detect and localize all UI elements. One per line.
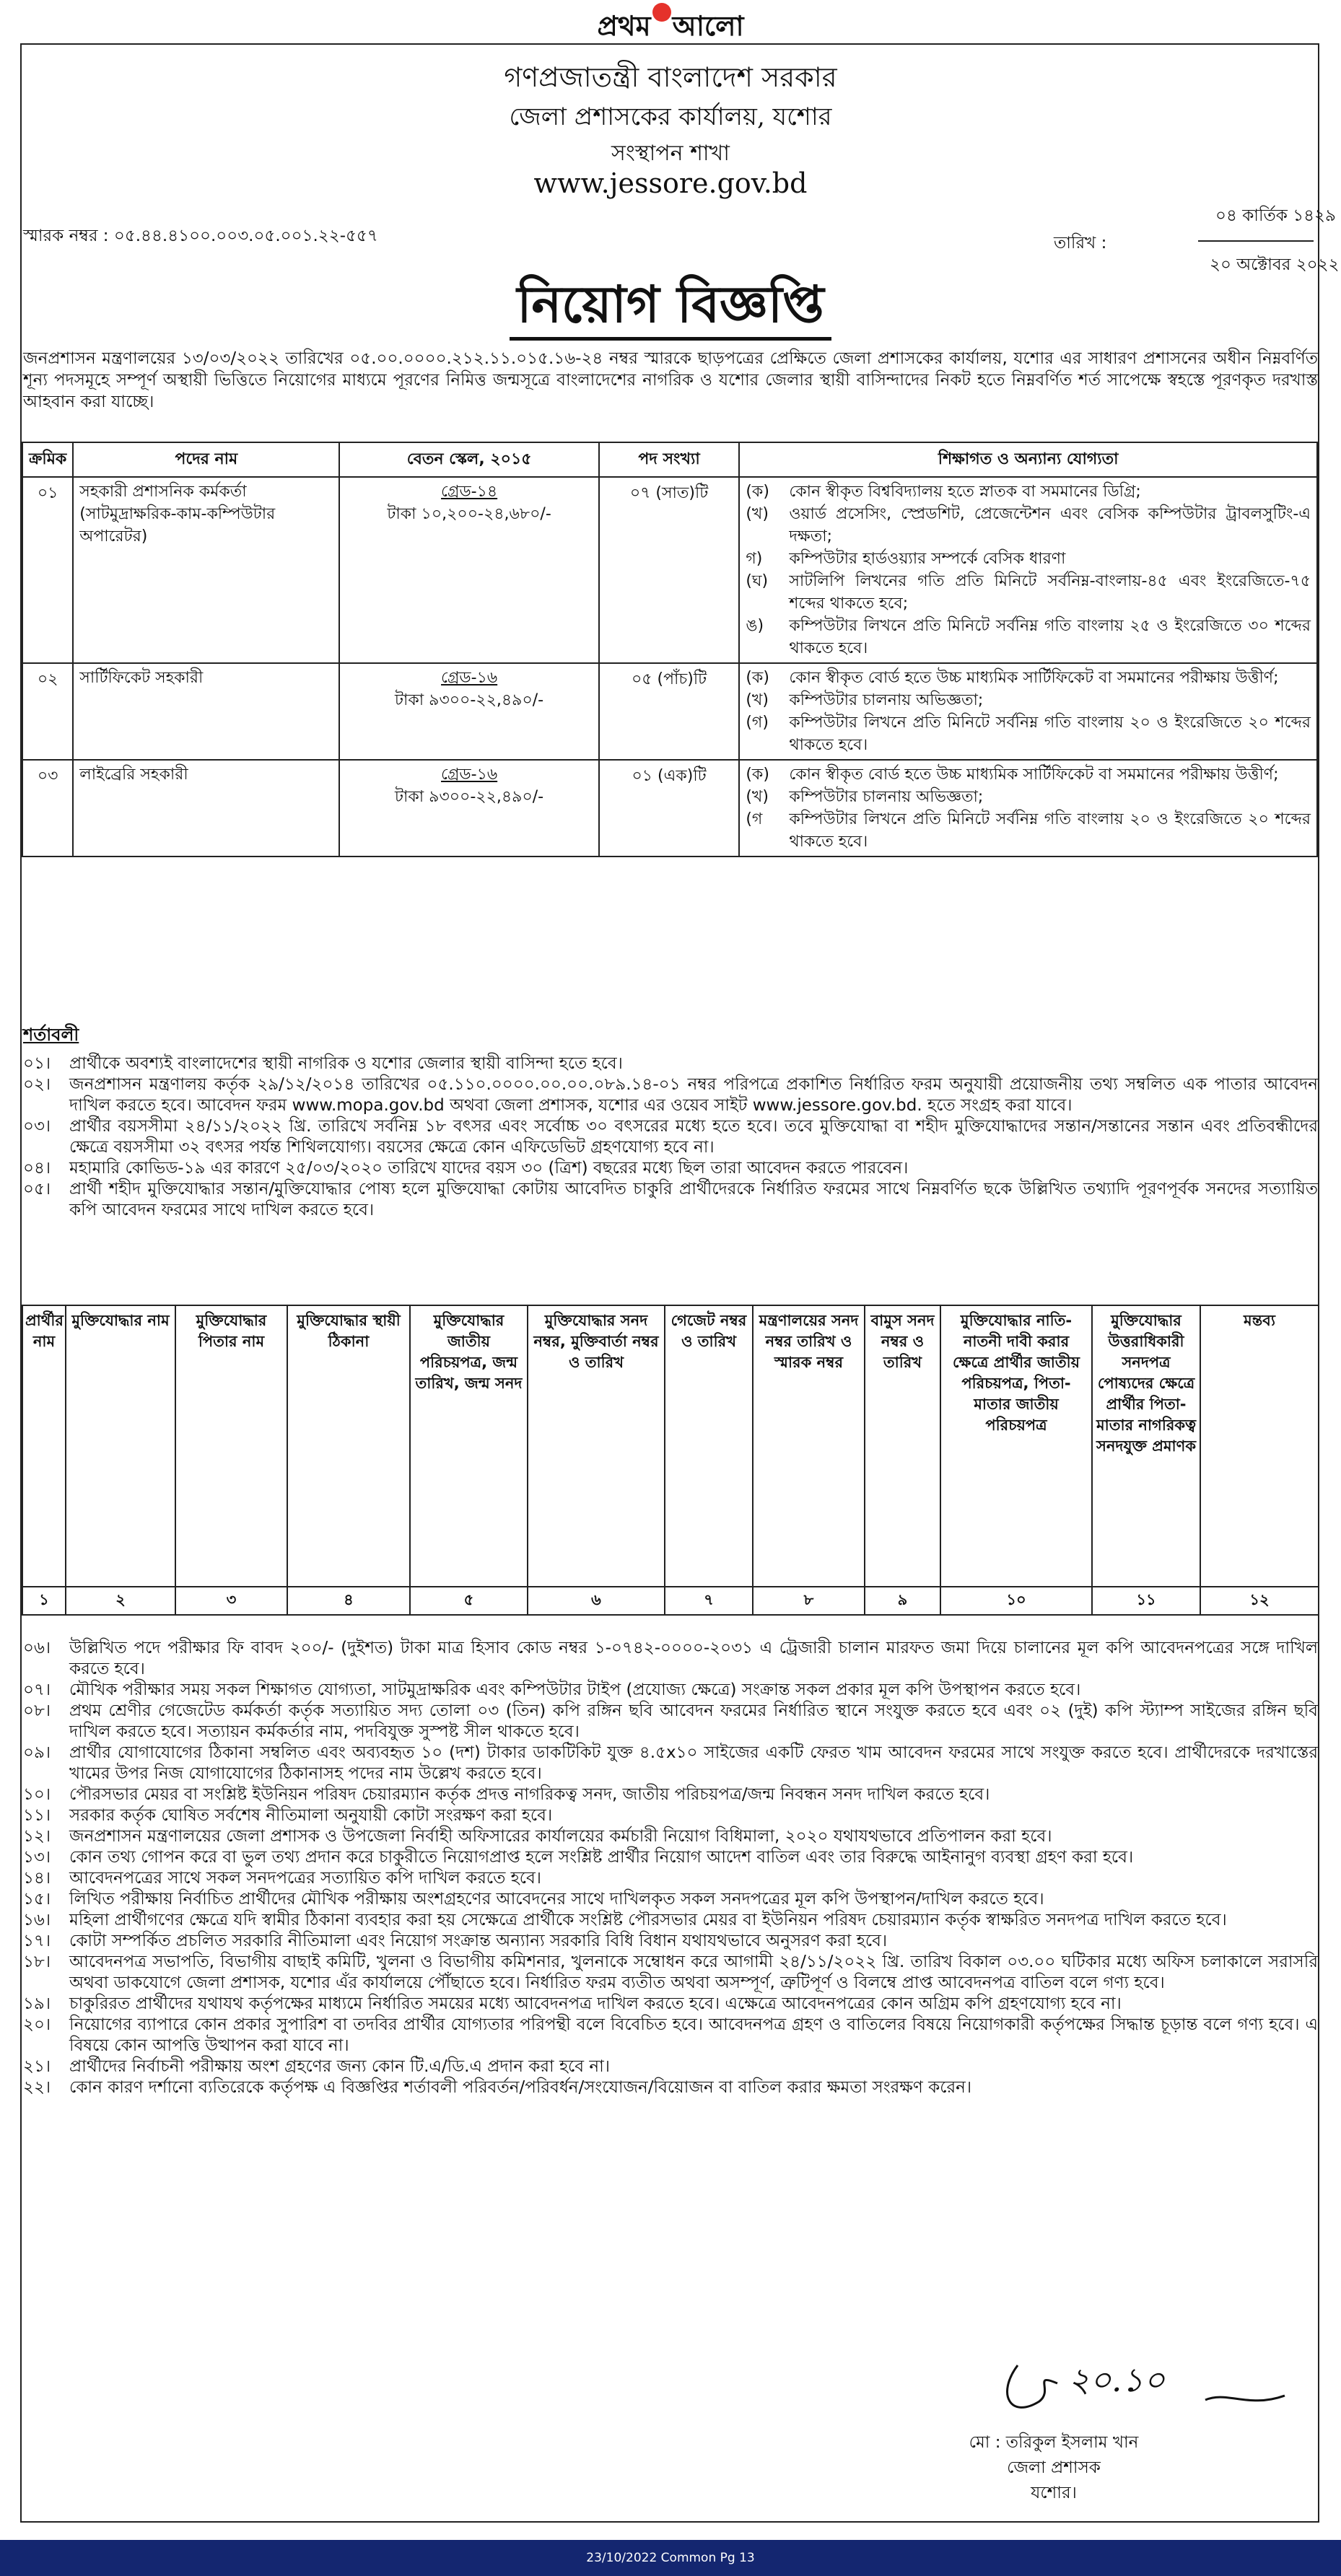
header-line1: গণপ্রজাতন্ত্রী বাংলাদেশ সরকার <box>504 61 837 93</box>
condition-item <box>23 1701 1318 1743</box>
memo-number: স্মারক নম্বর : ০৫.৪৪.৪১০০.০০৩.০৫.০০১.২২-৫৫৭ <box>23 227 378 245</box>
condition-text: জনপ্রশাসন মন্ত্রণালয় কর্তৃক ২৯/১২/২০১৪ তারিখের ০৫.১১০.০০০০.০০.০০.০৮৯.১৪-০১ নম্বর পরিপত্রে প্রকাশিত নির্ধারিত ফরম অনুযায়ী প্রয়োজনীয় তথ্য সম্বলিত এক পাতার আবেদন দাখিল করতে হবে। আবেদন ফরম www.mopa.gov.bd অথবা জেলা প্রশাসক, যশোর এর ওয়েব সাইট www.jessore.gov.bd. হতে সংগ্রহ করা যাবে। <box>69 1075 1318 1115</box>
post-name: লাইব্রেরি সহকারী <box>73 760 339 857</box>
col-header: গেজেট নম্বর ও তারিখ <box>665 1305 753 1587</box>
condition-number: ০৮। <box>23 1701 51 1720</box>
post-name: সহকারী প্রশাসনিক কর্মকর্তা (সাটমুদ্রাক্ষরিক-কাম-কম্পিউটার অপারেটর) <box>73 477 339 663</box>
condition-number: ০৭। <box>23 1681 51 1699</box>
condition-text: উল্লিখিত পদে পরীক্ষার ফি বাবদ ২০০/- (দুইশত) টাকা মাত্র হিসাব কোড নম্বর ১-০৭৪২-০০০০-২০৩১ এ ট্রেজারী চালান মারফত জমা দিয়ে চালানের মূল কপি আবেদনপত্রের সঙ্গে দাখিল করতে হবে। <box>69 1639 1318 1678</box>
col-header: মুক্তিযোদ্ধার উত্তরাধিকারী সনদপত্র পোষ্যদের ক্ষেত্রে প্রার্থীর পিতা-মাতার নাগরিকত্ব সনদযুক্ত প্রমাণক <box>1092 1305 1200 1587</box>
date-label: তারিখ : <box>1054 234 1107 253</box>
col-header: বেতন স্কেল, ২০১৫ <box>339 442 598 477</box>
signatory-title: জেলা প্রশাসক <box>1007 2458 1101 2477</box>
condition-item <box>23 1074 1318 1116</box>
conditions-list-a <box>23 1053 1318 1221</box>
condition-number: ০৩। <box>23 1117 51 1136</box>
post-count: ০৭ (সাত)টি <box>599 477 740 663</box>
column-number: ১২ <box>1200 1587 1319 1615</box>
col-header: প্রার্থীর নাম <box>22 1305 66 1587</box>
condition-text: সরকার কর্তৃক ঘোষিত সর্বশেষ নীতিমালা অনুযায়ী কোটা সংরক্ষণ করা হবে। <box>69 1806 553 1825</box>
date-rule <box>1198 240 1314 242</box>
condition-number: ০৬। <box>23 1639 51 1657</box>
condition-number: ১১। <box>23 1806 51 1825</box>
post-count: ০৫ (পাঁচ)টি <box>599 663 740 760</box>
col-header: মুক্তিযোদ্ধার স্থায়ী ঠিকানা <box>287 1305 410 1587</box>
qualification-marker: ঙ) <box>746 617 764 635</box>
qualification-text: কম্পিউটার চালনায় অভিজ্ঞতা; <box>789 691 984 709</box>
qualification-item <box>746 689 1311 711</box>
qualification-marker: (ক) <box>746 669 769 687</box>
posts-table-header <box>22 442 1317 477</box>
signature-date-handwritten: ২০.১০ <box>1068 2360 1166 2399</box>
freedom-fighter-table <box>22 1305 1319 1616</box>
qualification-item <box>746 786 1311 808</box>
condition-item <box>23 2056 1318 2077</box>
col-header: মন্ত্রণালয়ের সনদ নম্বর তারিখ ও স্মারক নম্বর <box>753 1305 865 1587</box>
qualification-marker: (ক) <box>746 483 769 501</box>
table-row <box>22 760 1317 857</box>
condition-item <box>23 1053 1318 1074</box>
post-grade: গ্রেড-১৪ <box>441 483 498 501</box>
col-header: মুক্তিযোদ্ধার নাম <box>66 1305 175 1587</box>
qualification-item <box>746 667 1311 689</box>
condition-text: কোন কারণ দর্শানো ব্যতিরেকে কর্তৃপক্ষ এ বিজ্ঞপ্তির শর্তাবলী পরিবর্তন/পরিবর্ধন/সংযোজন/বিয়োজন বা বাতিল করার ক্ষমতা সংরক্ষণ করেন। <box>69 2078 972 2097</box>
column-number: ৫ <box>410 1587 528 1615</box>
condition-text: মৌখিক পরীক্ষার সময় সকল শিক্ষাগত যোগ্যতা, সাটমুদ্রাক্ষরিক এবং কম্পিউটার টাইপ (প্রযোজ্য ক্ষেত্রে) সংক্রান্ত সকল প্রকার মূল কপি উপস্থাপন করতে হবে। <box>69 1681 1081 1699</box>
condition-item <box>23 2077 1318 2098</box>
condition-item <box>23 1680 1318 1701</box>
condition-item <box>23 1952 1318 1994</box>
condition-number: ০৯। <box>23 1743 51 1762</box>
column-number: ৩ <box>175 1587 287 1615</box>
qualification-text: ওয়ার্ড প্রসেসিং, স্প্রেডশিট, প্রেজেন্টেশন এবং বেসিক কম্পিউটার ট্রাবলসুটিং-এ দক্ষতা; <box>789 505 1311 546</box>
intro-paragraph: জনপ্রশাসন মন্ত্রণালয়ের ১৩/০৩/২০২২ তারিখের ০৫.০০.০০০০.২১২.১১.০১৫.১৬-২৪ নম্বর স্মারকে ছাড়পত্রের প্রেক্ষিতে জেলা প্রশাসকের কার্যালয়, যশোর এর সাধারণ প্রশাসনের অধীন নিম্নবর্ণিত শূন্য পদসমূহে সম্পূর্ণ অস্থায়ী ভিত্তিতে নিয়োগের মাধ্যমে পূরণের নিমিত্ত জন্মসূত্রে বাংলাদেশের নাগরিক ও যশোর জেলার স্থায়ী বাসিন্দাদের নিকট হতে নিম্নবর্ণিত শর্ত সাপেক্ষে স্বহস্তে পূরণকৃত দরখাস্ত আহবান করা যাচ্ছে। <box>23 349 1318 411</box>
post-grade: গ্রেড-১৬ <box>441 766 498 784</box>
qualification-item <box>746 615 1311 660</box>
column-number: ১০ <box>940 1587 1092 1615</box>
post-count: ০১ (এক)টি <box>599 760 740 857</box>
col-header: মুক্তিযোদ্ধার জাতীয় পরিচয়পত্র, জন্ম তারিখ, জন্ম সনদ <box>410 1305 528 1587</box>
post-serial: ০৩ <box>22 760 73 857</box>
condition-item <box>23 1638 1318 1680</box>
signatory-block <box>931 2430 1176 2506</box>
post-name: সার্টিফিকেট সহকারী <box>73 663 339 760</box>
condition-number: ১৫। <box>23 1890 51 1909</box>
post-serial: ০২ <box>22 663 73 760</box>
qualification-text: কম্পিউটার লিখনে প্রতি মিনিটে সর্বনিম্ন গতি বাংলায় ২০ ও ইংরেজিতে ২০ শব্দের থাকতে হবে। <box>789 714 1311 754</box>
qualification-marker: (ক) <box>746 766 769 784</box>
condition-number: ০৫। <box>23 1180 51 1199</box>
qualification-text: কম্পিউটার লিখনে প্রতি মিনিটে সর্বনিম্ন গতি বাংলায় ২৫ ও ইংরেজিতে ৩০ শব্দের থাকতে হবে। <box>789 617 1311 657</box>
post-salary-range: টাকা ১০,২০০-২৪,৬৮০/- <box>387 505 551 523</box>
condition-text: লিখিত পরীক্ষায় নির্বাচিত প্রার্থীদের মৌখিক পরীক্ষায় অংশগ্রহণের আবেদনের সাথে দাখিলকৃত সকল সনদপত্রের মূল কপি উপস্থাপন/দাখিল করতে হবে। <box>69 1890 1044 1909</box>
footer-bar: 23/10/2022 Common Pg 13 <box>0 2540 1341 2576</box>
condition-item <box>23 1910 1318 1931</box>
qualification-marker: (গ) <box>746 714 769 732</box>
qualification-item <box>746 808 1311 853</box>
qualification-item <box>746 763 1311 786</box>
condition-number: ০১। <box>23 1054 51 1073</box>
qualification-text: সাটলিপি লিখনের গতি প্রতি মিনিটে সর্বনিম্ন-বাংলায়-৪৫ এবং ইংরেজিতে-৭৫ শব্দের থাকতে হবে; <box>789 572 1311 613</box>
condition-text: প্রার্থীর যোগাযোগের ঠিকানা সম্বলিত এবং অব্যবহৃত ১০ (দশ) টাকার ডাকটিকিট যুক্ত ৪.৫x১০ সাইজের একটি ফেরত খাম আবেদন ফরমের সাথে সংযুক্ত করতে হবে। প্রার্থীদেরকে দরখাস্তের খামের উপর নিজ যোগাযোগের ঠিকানাসহ পদের নাম উল্লেখ করতে হবে। <box>69 1743 1318 1783</box>
table-row <box>22 477 1317 663</box>
column-number: ৭ <box>665 1587 753 1615</box>
condition-item <box>23 1784 1318 1805</box>
post-grade: গ্রেড-১৬ <box>441 669 498 687</box>
col-header: মুক্তিযোদ্ধার নাতি-নাতনী দাবী করার ক্ষেত্রে প্রার্থীর জাতীয় পরিচয়পত্র, পিতা-মাতার জাতীয় পরিচয়পত্র <box>940 1305 1092 1587</box>
condition-text: নিয়োগের ব্যাপারে কোন প্রকার সুপারিশ বা তদবির প্রার্থীর যোগ্যতার পরিপন্থী বলে বিবেচিত হবে। আবেদনপত্র গ্রহণ ও বাতিলের বিষয়ে নিয়োগকারী কর্তৃপক্ষের সিদ্ধান্ত চূড়ান্ত বলে গণ্য হবে। এ বিষয়ে কোন আপত্তি উত্থাপন করা যাবে না। <box>69 2015 1318 2055</box>
masthead-part1: প্রথম <box>597 9 651 42</box>
condition-text: প্রার্থীকে অবশ্যই বাংলাদেশের স্থায়ী নাগরিক ও যশোর জেলার স্থায়ী বাসিন্দা হতে হবে। <box>69 1054 623 1073</box>
condition-number: ২০। <box>23 2015 51 2034</box>
qualification-text: কোন স্বীকৃত বোর্ড হতে উচ্চ মাধ্যমিক সার্টিফিকেট বা সমমানের পরীক্ষায় উত্তীর্ণ; <box>789 669 1279 687</box>
col-header: বামুস সনদ নম্বর ও তারিখ <box>865 1305 940 1587</box>
date-english: ২০ অক্টোবর ২০২২ <box>1210 255 1340 274</box>
condition-text: আবেদনপত্র সভাপতি, বিভাগীয় বাছাই কমিটি, খুলনা ও বিভাগীয় কমিশনার, খুলনাকে সম্বোধন করে আগামী ২৪/১১/২০২২ খ্রি. তারিখ বিকাল ০৩.০০ ঘটিকার মধ্যে অফিস চলাকালে সরাসরি অথবা ডাকযোগে জেলা প্রশাসক, যশোর এঁর কার্যালয়ে পৌঁছাতে হবে। নির্ধারিত ফরম ব্যতীত অথবা অসম্পূর্ণ, ত্রুটিপূর্ণ ও বিলম্বে প্রাপ্ত আবেদনপত্র বাতিল বলে গণ্য হবে। <box>69 1953 1318 1992</box>
signature <box>989 2351 1292 2423</box>
qualification-marker: গ) <box>746 550 763 568</box>
column-number: ১১ <box>1092 1587 1200 1615</box>
condition-text: জনপ্রশাসন মন্ত্রণালয়ের জেলা প্রশাসক ও উপজেলা নির্বাহী অফিসারের কার্যালয়ের কর্মচারী নিয়োগ বিধিমালা, ২০২০ যথাযথভাবে প্রতিপালন করা হবে। <box>69 1827 1052 1846</box>
post-salary-range: টাকা ৯৩০০-২২,৪৯০/- <box>395 788 544 806</box>
condition-text: প্রথম শ্রেণীর গেজেটেড কর্মকর্তা কর্তৃক সত্যায়িত সদ্য তোলা ০৩ (তিন) কপি রঙ্গিন ছবি আবেদন ফরমের নির্ধারিত স্থানে সংযুক্ত করতে হবে এবং ০২ (দুই) কপি স্ট্যাম্প সাইজের রঙ্গিন ছবি দাখিল করতে হবে। সত্যায়ন কর্মকর্তার নাম, পদবিযুক্ত সুস্পষ্ট সীল থাকতে হবে। <box>69 1701 1318 1741</box>
condition-text: মহামারি কোভিড-১৯ এর কারণে ২৫/০৩/২০২০ তারিখে যাদের বয়স ৩০ (ত্রিশ) বছরের মধ্যে ছিল তারা আবেদন করতে পারবেন। <box>69 1159 909 1178</box>
condition-text: পৌরসভার মেয়র বা সংশ্লিষ্ট ইউনিয়ন পরিষদ চেয়ারম্যান কর্তৃক প্রদত্ত নাগরিকত্ব সনদ, জাতীয় পরিচয়পত্র/জন্ম নিবন্ধন সনদ দাখিল করতে হবে। <box>69 1785 990 1804</box>
post-serial: ০১ <box>22 477 73 663</box>
qualification-text: কোন স্বীকৃত বোর্ড হতে উচ্চ মাধ্যমিক সার্টিফিকেট বা সমমানের পরীক্ষায় উত্তীর্ণ; <box>789 766 1279 784</box>
col-header: শিক্ষাগত ও অন্যান্য যোগ্যতা <box>739 442 1317 477</box>
qualification-item <box>746 570 1311 615</box>
post-salary-range: টাকা ৯৩০০-২২,৪৯০/- <box>395 691 544 709</box>
table-row <box>22 663 1317 760</box>
header-line3: সংস্থাপন শাখা <box>611 141 730 166</box>
qualification-text: কম্পিউটার চালনায় অভিজ্ঞতা; <box>789 788 984 806</box>
qualification-text: কম্পিউটার হার্ডওয়্যার সম্পর্কে বেসিক ধারণা <box>789 550 1066 568</box>
qualification-marker: (খ) <box>746 788 769 806</box>
qualification-text: কম্পিউটার লিখনে প্রতি মিনিটে সর্বনিম্ন গতি বাংলায় ২০ ও ইংরেজিতে ২০ শব্দের থাকতে হবে। <box>789 810 1311 851</box>
posts-table <box>22 442 1318 857</box>
masthead-part2: আলো <box>672 9 744 42</box>
col-header: মুক্তিযোদ্ধার সনদ নম্বর, মুক্তিবার্তা নম্বর ও তারিখ <box>528 1305 665 1587</box>
col-header: মুক্তিযোদ্ধার পিতার নাম <box>175 1305 287 1587</box>
condition-item <box>23 2015 1318 2056</box>
date-bangla: ০৪ কার্তিক ১৪২৯ <box>1215 206 1336 225</box>
condition-number: ১২। <box>23 1827 51 1846</box>
condition-number: ১৮। <box>23 1953 51 1971</box>
condition-text: চাকুরিরত প্রার্থীদের যথাযথ কর্তৃপক্ষের মাধ্যমে নির্ধারিত সময়ের মধ্যে আবেদনপত্র দাখিল করতে হবে। এক্ষেত্রে আবেদনপত্রের কোন অগ্রিম কপি গ্রহণযোগ্য হবে না। <box>69 1994 1122 2013</box>
notice-title-text: নিয়োগ বিজ্ঞপ্তি <box>510 274 831 341</box>
condition-text: মহিলা প্রার্থীগণের ক্ষেত্রে যদি স্বামীর ঠিকানা ব্যবহার করা হয় সেক্ষেত্রে প্রার্থীকে সংশ্লিষ্ট পৌরসভার মেয়র বা ইউনিয়ন পরিষদ চেয়ারম্যান কর্তৃক স্বাক্ষরিত সনদপত্র দাখিল করতে হবে। <box>69 1911 1227 1929</box>
signatory-place: যশোর। <box>1031 2484 1077 2502</box>
condition-text: প্রার্থীর বয়সসীমা ২৪/১১/২০২২ খ্রি. তারিখে সর্বনিম্ন ১৮ বৎসর এবং সর্বোচ্চ ৩০ বৎসরের মধ্যে হতে হবে। তবে মুক্তিযোদ্ধা বা শহীদ মুক্তিযোদ্ধাদের সন্তান/সন্তানের সন্তান এবং প্রতিবন্ধীদের ক্ষেত্রে বয়সসীমা ৩২ বৎসর পর্যন্ত শিথিলযোগ্য। বয়সের ক্ষেত্রে কোন এফিডেভিট গ্রহণযোগ্য হবে না। <box>69 1117 1318 1157</box>
condition-text: কোটা সম্পর্কিত প্রচলিত সরকারি নীতিমালা এবং নিয়োগ সংক্রান্ত অন্যান্য সরকারি বিধি বিধান যথাযথভাবে অনুসরণ করা হবে। <box>69 1932 888 1950</box>
condition-item <box>23 1743 1318 1784</box>
condition-text: প্রার্থীদের নির্বাচনী পরীক্ষায় অংশ গ্রহণের জন্য কোন টি.এ/ডি.এ প্রদান করা হবে না। <box>69 2057 611 2076</box>
notice-title <box>0 266 1341 350</box>
post-salary <box>339 477 598 663</box>
col-header: পদের নাম <box>73 442 339 477</box>
qualification-item <box>746 711 1311 756</box>
condition-item <box>23 1116 1318 1158</box>
condition-item <box>23 1994 1318 2015</box>
condition-number: ০৪। <box>23 1159 51 1178</box>
condition-text: কোন তথ্য গোপন করে বা ভুল তথ্য প্রদান করে চাকুরীতে নিয়োগপ্রাপ্ত হলে সংশ্লিষ্ট প্রার্থীর নিয়োগ আদেশ বাতিল এবং তার বিরুদ্ধে আইনানুগ ব্যবস্থা গ্রহণ করা হবে। <box>69 1848 1134 1867</box>
column-number: ৪ <box>287 1587 410 1615</box>
col-header: পদ সংখ্যা <box>599 442 740 477</box>
col-header: ক্রমিক <box>22 442 73 477</box>
signatory-name: মো : তরিকুল ইসলাম খান <box>969 2433 1139 2452</box>
column-number: ১ <box>22 1587 66 1615</box>
sun-logo-icon <box>652 3 671 22</box>
qualification-item <box>746 481 1311 503</box>
qualification-marker: (খ) <box>746 505 769 523</box>
qualification-item <box>746 548 1311 570</box>
condition-text: প্রার্থী শহীদ মুক্তিযোদ্ধার সন্তান/মুক্তিযোদ্ধার পোষ্য হলে মুক্তিযোদ্ধা কোটায় আবেদিত চাকুরি প্রার্থীদেরকে নির্ধারিত ফরমের সাথে নিম্নবর্ণিত ছকে উল্লিখিত তথ্যাদি পূরণপূর্বক সনদের সত্যায়িত কপি আবেদন ফরমের সাথে দাখিল করতে হবে। <box>69 1180 1318 1219</box>
condition-item <box>23 1826 1318 1847</box>
post-salary <box>339 760 598 857</box>
condition-number: ২১। <box>23 2057 51 2076</box>
column-number: ৮ <box>753 1587 865 1615</box>
condition-number: ১৭। <box>23 1932 51 1950</box>
condition-text: আবেদনপত্রের সাথে সকল সনদপত্রের সত্যায়িত কপি দাখিল করতে হবে। <box>69 1869 542 1888</box>
conditions-heading: শর্তাবলী <box>23 1025 79 1045</box>
condition-item <box>23 1847 1318 1868</box>
post-qualifications <box>739 663 1317 760</box>
col-header: মন্তব্য <box>1200 1305 1319 1587</box>
condition-number: ২২। <box>23 2078 51 2097</box>
masthead-logo <box>0 7 1341 45</box>
condition-item <box>23 1931 1318 1952</box>
qualification-item <box>746 503 1311 548</box>
notice-frame <box>20 43 1319 2523</box>
post-qualifications <box>739 760 1317 857</box>
qualification-marker: (ঘ) <box>746 572 769 590</box>
condition-item <box>23 1868 1318 1889</box>
qualification-marker: (গ <box>746 810 763 828</box>
post-qualifications <box>739 477 1317 663</box>
post-salary <box>339 663 598 760</box>
condition-item <box>23 1889 1318 1910</box>
qualification-marker: (খ) <box>746 691 769 709</box>
qualification-text: কোন স্বীকৃত বিশ্ববিদ্যালয় হতে স্নাতক বা সমমানের ডিগ্রি; <box>789 483 1141 501</box>
column-number: ৬ <box>528 1587 665 1615</box>
condition-number: ১০। <box>23 1785 51 1804</box>
condition-number: ১৩। <box>23 1848 51 1867</box>
condition-number: ১৪। <box>23 1869 51 1888</box>
condition-number: ০২। <box>23 1075 51 1094</box>
condition-number: ১৬। <box>23 1911 51 1929</box>
condition-item <box>23 1158 1318 1179</box>
condition-number: ১৯। <box>23 1994 51 2013</box>
column-number: ৯ <box>865 1587 940 1615</box>
ff-table-header <box>22 1305 1319 1587</box>
conditions-list-b <box>23 1638 1318 2098</box>
condition-item <box>23 1179 1318 1221</box>
condition-item <box>23 1805 1318 1826</box>
column-number: ২ <box>66 1587 175 1615</box>
header-line2: জেলা প্রশাসকের কার্যালয়, যশোর <box>509 102 832 131</box>
ff-table-number-row <box>22 1587 1319 1615</box>
header-website: www.jessore.gov.bd <box>533 167 808 199</box>
